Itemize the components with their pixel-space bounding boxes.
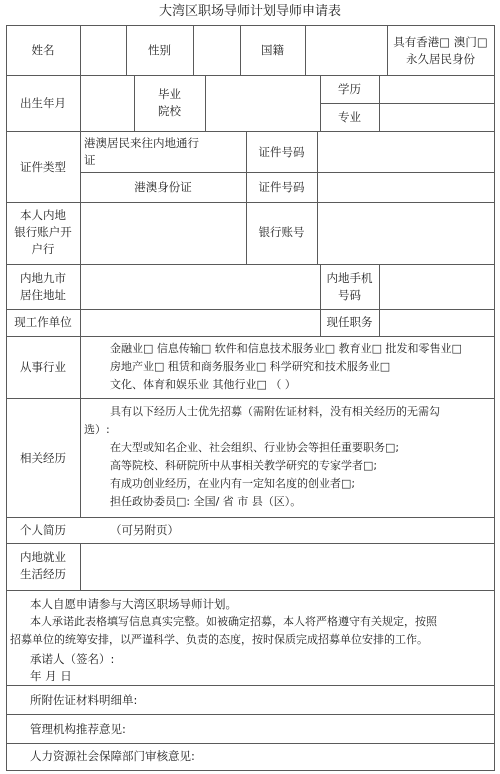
name-label: 姓名	[31, 43, 55, 57]
residency-label: 永久居民身份	[406, 52, 475, 66]
hk-id-label: 港澳身份证	[134, 180, 192, 194]
gender-label: 性别	[148, 43, 171, 57]
address-label: 居住地址	[20, 288, 66, 302]
position-label: 现任职务	[326, 315, 373, 329]
school-label: 毕业	[158, 87, 181, 101]
date-label: 年 月 日	[30, 669, 72, 683]
row-divider	[6, 590, 495, 591]
major-label: 专业	[338, 110, 361, 124]
industry-options: 文化、体育和娱乐业 其他行业□ （ ）	[110, 378, 296, 391]
experience-label: 相关经历	[20, 451, 66, 465]
column-divider	[387, 25, 388, 75]
column-divider	[80, 543, 81, 590]
bank-label: 银行账户开	[14, 225, 72, 239]
bank-label: 本人内地	[20, 208, 66, 222]
recommendation-label: 管理机构推荐意见:	[30, 722, 126, 736]
declaration-text: 本人承诺此表格填写信息真实完整。如被确定招募，本人将严格遵守有关规定，按照	[30, 615, 437, 628]
industry-label: 从事行业	[20, 360, 66, 374]
table-border-left	[6, 25, 7, 770]
id-type-label: 证件类型	[20, 160, 66, 174]
industry-options: 房地产业□ 租赁和商务服务业□ 科学研究和技术服务业□	[110, 360, 391, 373]
column-divider	[205, 75, 206, 131]
row-divider	[320, 103, 495, 104]
phone-label: 内地手机	[326, 271, 373, 285]
life-experience-label: 生活经历	[20, 567, 66, 581]
industry-options: 金融业□ 信息传输□ 软件和信息技术服务业□ 教育业□ 批发和零售业□	[110, 342, 462, 355]
life-experience-label: 内地就业	[20, 550, 66, 564]
column-divider	[80, 25, 81, 517]
column-divider	[379, 264, 380, 336]
declaration-text: 招募单位的统筹安排，以严谨科学、负责的态度，按时保质完成招募单位安排的工作。	[10, 633, 428, 646]
row-divider	[6, 714, 495, 715]
experience-text: 高等院校、科研院所中从事相关教学研究的专家学者□;	[110, 459, 378, 472]
mainland-permit-label: 港澳居民来往内地通行	[84, 136, 199, 150]
materials-label: 所附佐证材料明细单:	[30, 693, 138, 707]
resume-label: 个人简历	[20, 523, 66, 537]
table-border-bottom	[6, 770, 495, 771]
bank-label: 户行	[31, 242, 55, 256]
experience-text: 有成功创业经历，在业内有一定知名度的创业者□;	[110, 477, 356, 490]
mainland-permit-label: 证	[84, 153, 96, 167]
address-label: 内地九市	[20, 271, 66, 285]
employer-label: 现工作单位	[14, 315, 72, 329]
birth-date-label: 出生年月	[20, 96, 66, 110]
row-divider	[80, 172, 495, 173]
signer-label: 承诺人（签名）:	[30, 652, 115, 666]
declaration-text: 本人自愿申请参与大湾区职场导师计划。	[30, 597, 237, 611]
form-title: 大湾区职场导师计划导师申请表	[158, 4, 341, 19]
residency-label: 具有香港□ 澳门□	[393, 35, 488, 49]
table-border-right	[494, 25, 495, 770]
degree-label: 学历	[338, 82, 361, 96]
review-label: 人力资源社会保障部门审核意见:	[30, 749, 195, 763]
column-divider	[379, 75, 380, 131]
row-divider	[6, 685, 495, 686]
nationality-label: 国籍	[261, 43, 284, 57]
resume-note: （可另附页）	[110, 523, 179, 537]
experience-text: 在大型或知名企业、社会组织、行业协会等担任重要职务□;	[110, 441, 400, 454]
id-number-label: 证件号码	[258, 180, 305, 194]
column-divider	[193, 25, 194, 75]
column-divider	[317, 131, 318, 264]
school-label: 院校	[158, 104, 181, 118]
phone-label: 号码	[338, 288, 361, 302]
id-number-label: 证件号码	[258, 145, 305, 159]
experience-text: 具有以下经历人士优先招募（需附佐证材料，没有相关经历的无需勾	[110, 405, 440, 418]
bank-account-label: 银行账号	[258, 225, 305, 239]
experience-text: 担任政协委员□: 全国/ 省 市 县（区）。	[110, 495, 302, 508]
column-divider	[305, 25, 306, 75]
row-divider	[6, 743, 495, 744]
row-divider	[6, 517, 495, 518]
experience-text: 选）:	[84, 423, 110, 436]
